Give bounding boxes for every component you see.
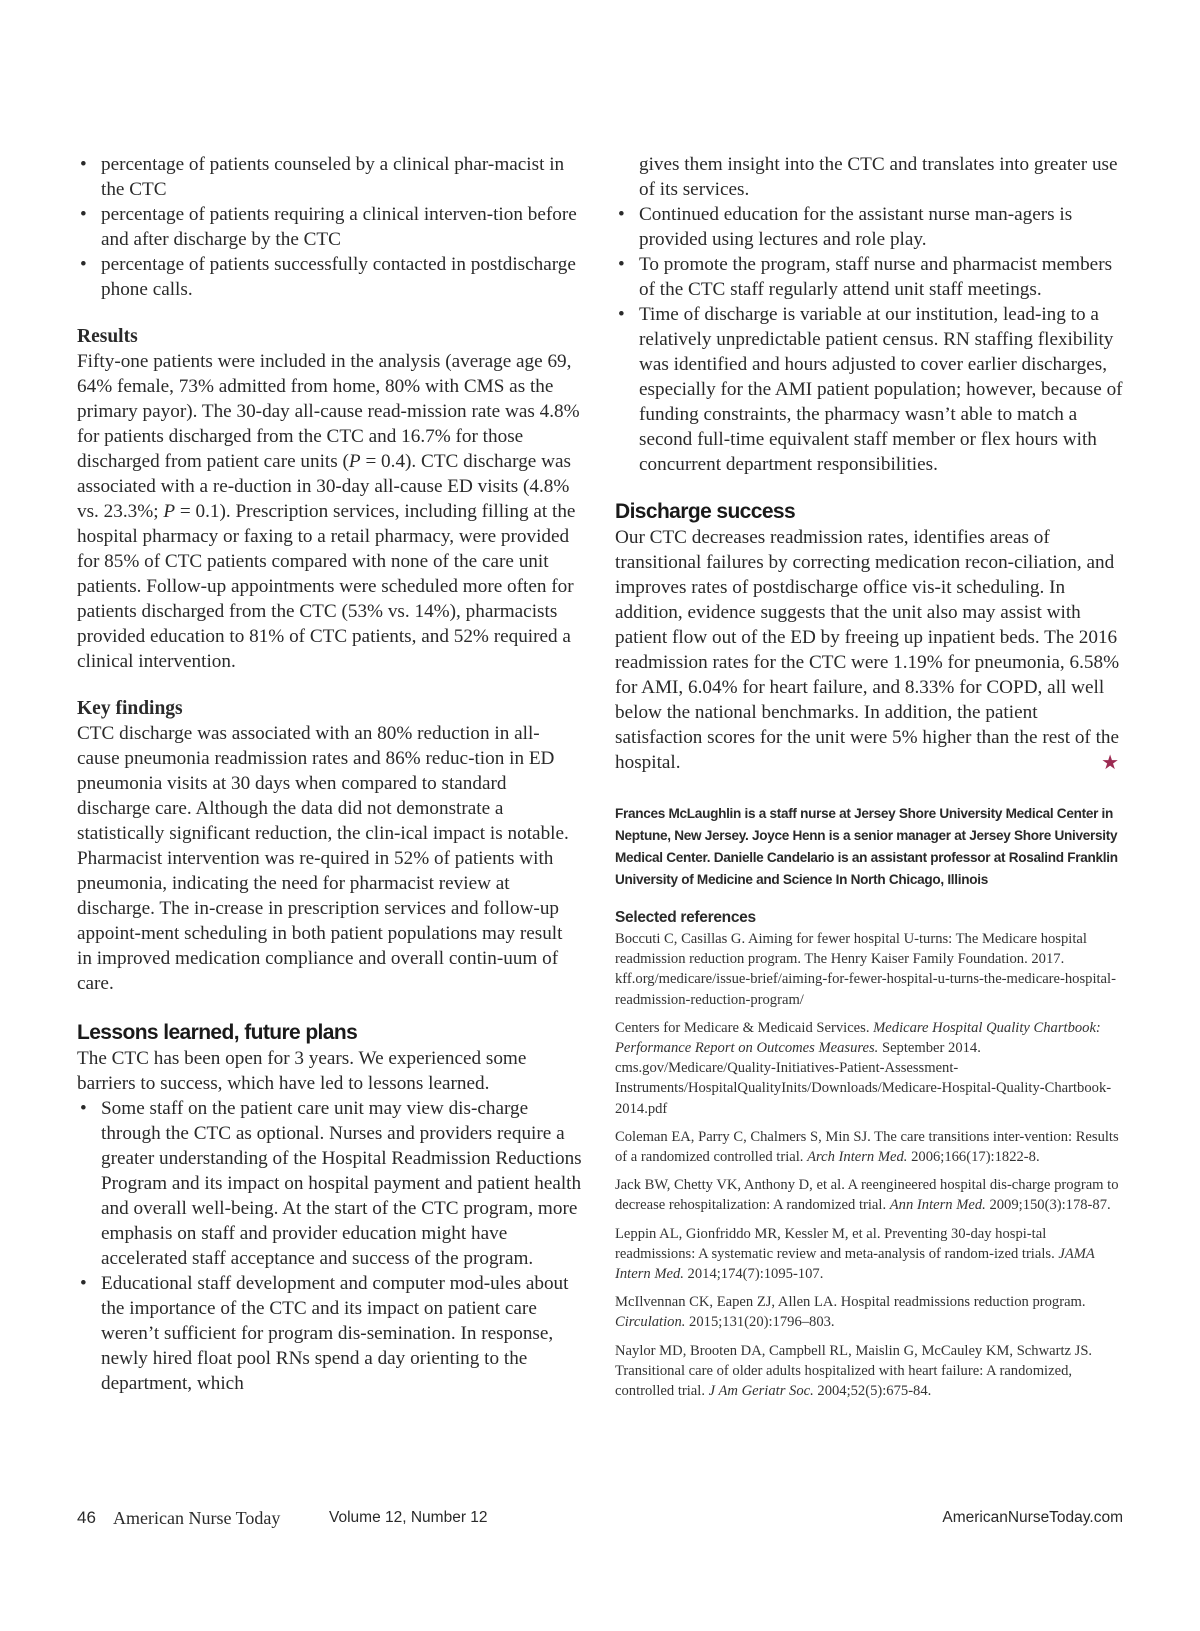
page-footer [77, 1508, 1123, 1534]
list-item: • percentage of patients requiring a clinical interven-tion before and after discharge by the CTC [77, 202, 582, 252]
volume-info: Volume 12, Number 12 [329, 1509, 488, 1526]
measure-list [77, 152, 582, 302]
p-value-label: P [348, 451, 361, 472]
reference-item: Boccuti C, Casillas G. Aiming for fewer hospital U-turns: The Medicare hospital readmission reduction program. The Henry Kaiser Family Foundation. 2017. kff.org/medicare/issue-brief/aiming-for-fewer-hospital-u-turns-the-medicare-hospital-readmission-reduction-program/ [615, 931, 1116, 1008]
discharge-success-block [615, 525, 1123, 775]
reference-list [615, 929, 1123, 1401]
lessons-heading: Lessons learned, future plans [77, 1021, 358, 1044]
list-item: • percentage of patients counseled by a clinical phar-macist in the CTC [77, 152, 582, 202]
results-heading: Results [77, 326, 138, 347]
list-item: • To promote the program, staff nurse and pharmacist members of the CTC staff regularly attend unit staff meetings. [615, 252, 1123, 302]
list-item: • Continued education for the assistant nurse man-agers is provided using lectures and role play. [615, 202, 1123, 252]
right-column [615, 152, 1123, 1409]
references-heading: Selected references [615, 909, 756, 926]
reference-item: McIlvennan CK, Eapen ZJ, Allen LA. Hospital readmissions reduction program. Circulation. 2015;131(20):1796–803. [615, 1294, 1086, 1331]
discharge-success-heading: Discharge success [615, 500, 796, 523]
reference-item: Jack BW, Chetty VK, Anthony D, et al. A reengineered hospital dis-charge program to decrease rehospitalization: A randomized trial. Ann Intern Med. 2009;150(3):178-87. [615, 1177, 1119, 1214]
list-item: • Time of discharge is variable at our institution, lead-ing to a relatively unpredictable patient census. RN staffing flexibility was identified and hours adjusted to cover earlier discharges, especially for the AMI patient population; however, because of funding constraints, the pharmacy wasn’t able to match a second full-time equivalent staff member or flex hours with concurrent department responsibilities. [615, 302, 1123, 477]
reference-item: Naylor MD, Brooten DA, Campbell RL, Maislin G, McCauley KM, Schwartz JS. Transitional care of older adults hospitalized with heart failure: A randomized, controlled trial. J Am Geriatr Soc. 2004;52(5):675-84. [615, 1342, 1093, 1400]
lessons-paragraph: The CTC has been open for 3 years. We experienced some barriers to success, which have led to lessons learned. [77, 1048, 527, 1094]
website-link[interactable]: AmericanNurseToday.com [942, 1509, 1123, 1526]
list-item: • Educational staff development and computer mod-ules about the importance of the CTC and its impact on patient care weren’t sufficient for program dis-semination. In response, newly hired float pool RNs spend a day orienting to the department, which [77, 1271, 582, 1396]
list-item: • percentage of patients successfully contacted in postdischarge phone calls. [77, 252, 582, 302]
results-paragraph [77, 349, 582, 674]
results-text-1: Fifty-one patients were included in the analysis (average age 69, 64% female, 73% admitted from home, 80% with CMS as the primary payor). The 30-day all-cause read-mission rate was 4.8% for patients discharged from the CTC and 16.7% for those discharged from patient care units ( [77, 351, 580, 472]
author-bio: Frances McLaughlin is a staff nurse at Jersey Shore University Medical Center in Neptune, New Jersey. Joyce Henn is a senior manager at Jersey Shore University Medical Center. Danielle Candelario is an assistant professor at Rosalind Franklin University of Medicine and Science In North Chicago, Illinois [615, 806, 1118, 887]
results-text-3: = 0.1). Prescription services, including filling at the hospital pharmacy or faxing to a retail pharmacy, were provided for 85% of CTC patients compared with none of the care unit patients. Follow-up appointments were scheduled more often for patients discharged from the CTC (53% vs. 14%), pharmacists provided education to 81% of CTC patients, and 52% required a clinical intervention. [77, 501, 576, 672]
continuation-text: gives them insight into the CTC and translates into greater use of its services. [639, 154, 1118, 200]
lessons-list-continued [615, 202, 1123, 477]
magazine-name: American Nurse Today [113, 1508, 281, 1528]
reference-item: Coleman EA, Parry C, Chalmers S, Min SJ. The care transitions inter-vention: Results of a randomized controlled trial. Arch Intern Med. 2006;166(17):1822-8. [615, 1128, 1119, 1166]
results-text-2: = 0.4). CTC discharge was associated with a re-duction in 30-day all-cause ED visits (4.8% vs. 23.3%; [77, 451, 571, 522]
left-column [77, 152, 582, 1396]
end-star-icon: ★ [1101, 752, 1119, 774]
page-number: 46 [77, 1508, 96, 1527]
list-item: • Some staff on the patient care unit may view dis-charge through the CTC as optional. Nurses and providers require a greater understanding of the Hospital Readmission Reductions Program and its impact on hospital payment and patient health and overall well-being. At the start of the CTC program, more emphasis on staff and provider education might have accelerated staff acceptance and success of the program. [77, 1096, 582, 1271]
p-value-label: P [163, 501, 176, 522]
discharge-success-paragraph: Our CTC decreases readmission rates, identifies areas of transitional failures by correcting medication recon-ciliation, and improves rates of postdischarge office vis-it scheduling. In addition, evidence suggests that the unit also may assist with patient flow out of the ED by freeing up inpatient beds. The 2016 readmission rates for the CTC were 1.19% for pneumonia, 6.58% for AMI, 6.04% for heart failure, and 8.33% for COPD, all well below the national benchmarks. In addition, the patient satisfaction scores for the unit were 5% higher than the rest of the hospital. [615, 527, 1120, 773]
lessons-list [77, 1096, 582, 1396]
key-findings-heading: Key findings [77, 698, 183, 719]
reference-item: Centers for Medicare & Medicaid Services. Medicare Hospital Quality Chartbook: Performance Report on Outcomes Measures. September 2014. cms.gov/Medicare/Quality-Initiatives-Patient-Assessment-Instruments/HospitalQualityInits/Downloads/Medicare-Hospital-Quality-Chartbook-2014.pdf [615, 1019, 1112, 1117]
key-findings-paragraph: CTC discharge was associated with an 80% reduction in all-cause pneumonia readmission rates and 86% reduc-tion in ED pneumonia visits at 30 days when compared to standard discharge care. Although the data did not demonstrate a statistically significant reduction, the clin-ical impact is notable. Pharmacist intervention was re-quired in 52% of patients with pneumonia, indicating the need for pharmacist review at discharge. The in-crease in prescription services and follow-up appoint-ment scheduling in both patient populations may result in improved medication compliance and overall contin-uum of care. [77, 723, 569, 994]
reference-item: Leppin AL, Gionfriddo MR, Kessler M, et al. Preventing 30-day hospi-tal readmissions: A systematic review and meta-analysis of random-ized trials. JAMA Intern Med. 2014;174(7):1095-107. [615, 1225, 1095, 1283]
